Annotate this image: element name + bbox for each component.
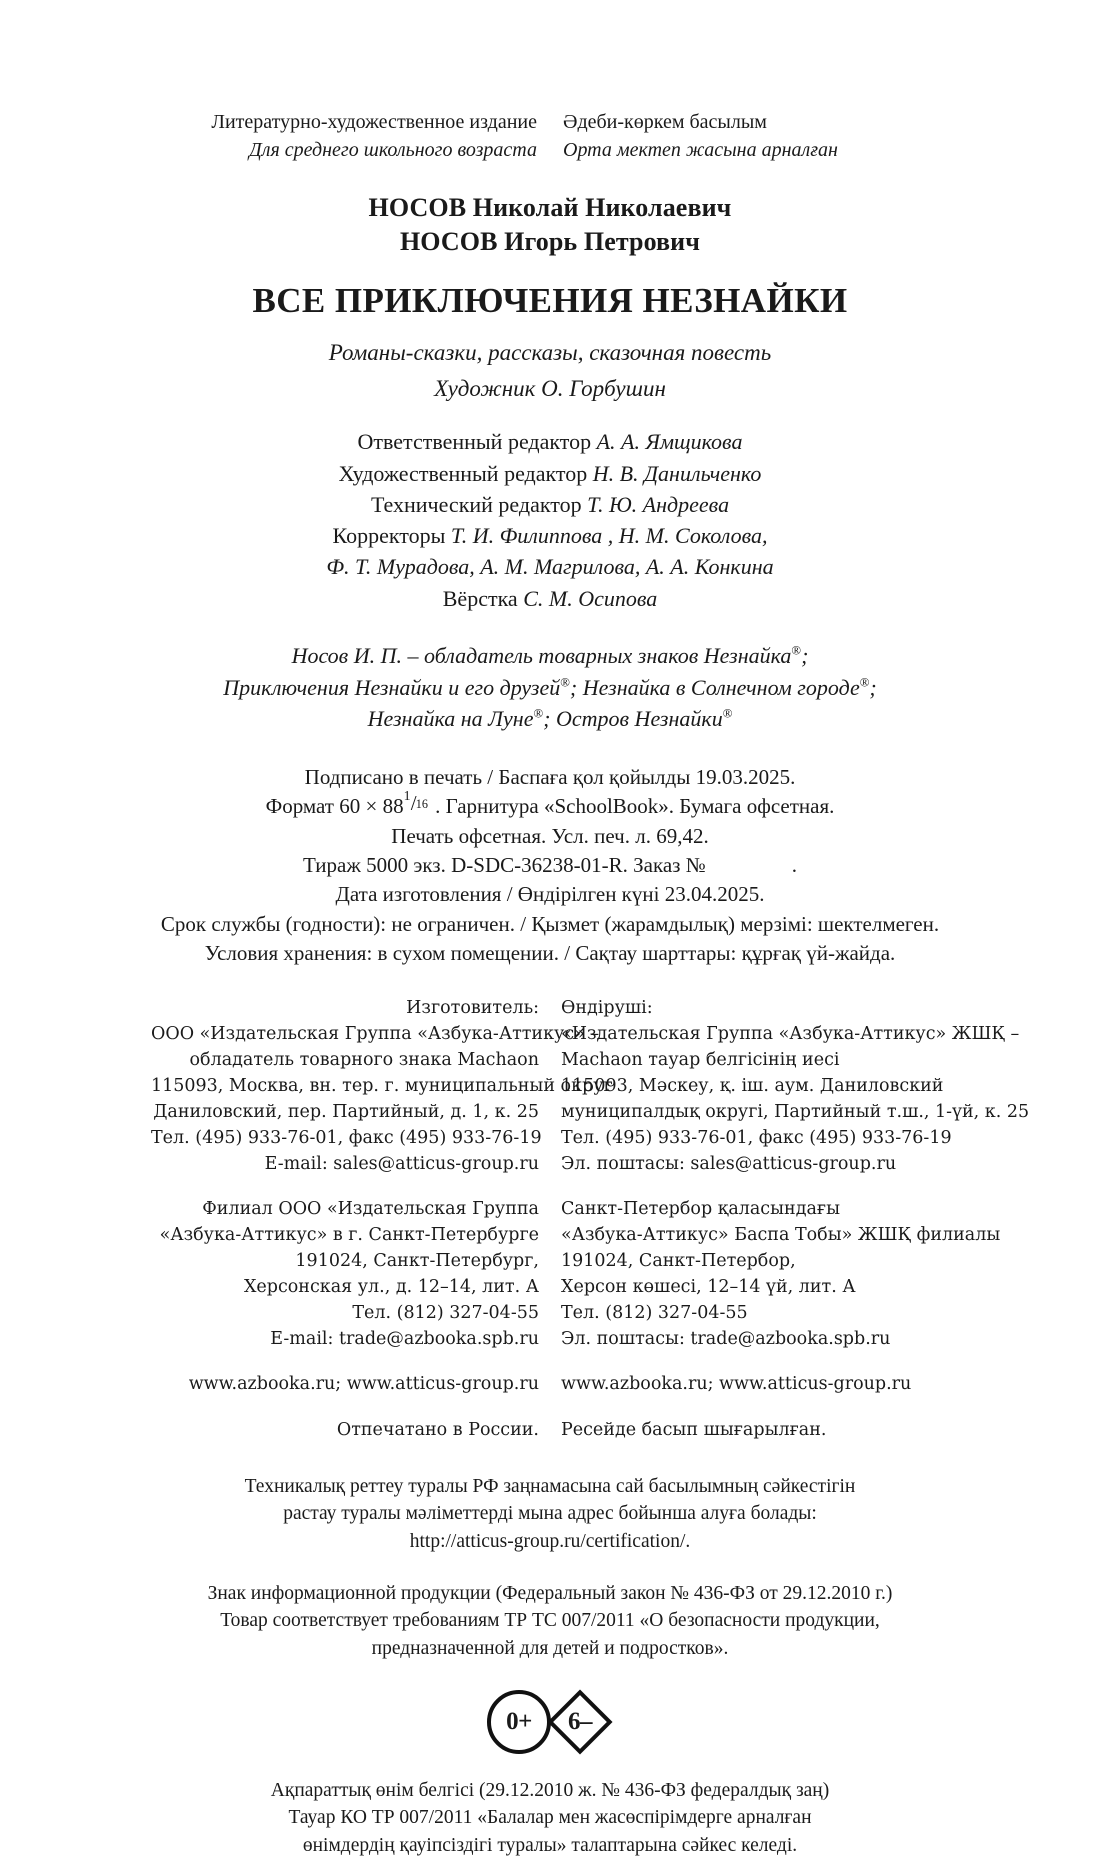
trademark-line-3 bbox=[150, 703, 950, 735]
signed-to-print-line: Подписано в печать / Баспаға қол қойылды 19.03.2025. bbox=[304, 764, 796, 789]
credit-art-editor-role: Художественный редактор bbox=[338, 460, 588, 486]
address-line: «Азбука-Аттикус» в г. Санкт-Петербурге bbox=[159, 1225, 539, 1246]
publisher-addresses bbox=[150, 995, 1030, 1443]
printed-in-line-kz: Ресейде басып шығарылған. bbox=[561, 1419, 827, 1440]
address-column-kz bbox=[561, 995, 1030, 1443]
staff-credits bbox=[150, 426, 950, 613]
address-email-line: E-mail: sales@atticus-group.ru bbox=[264, 1154, 539, 1175]
imprint-block bbox=[150, 763, 950, 969]
address-line: муниципалдық округі, Партийный т.ш., 1-үй, к. 25 bbox=[561, 1101, 1030, 1122]
trademark-line-1-tail: ; bbox=[801, 642, 809, 668]
print-run-text: Тираж 5000 экз. D-SDC-36238-01-R. Заказ № bbox=[303, 853, 706, 878]
format-fraction-denominator: 16 bbox=[415, 796, 428, 811]
address-email-line: Эл. поштасы: sales@atticus-group.ru bbox=[561, 1154, 897, 1175]
kz-information-product-notice bbox=[150, 1777, 950, 1860]
registered-mark-icon: ® bbox=[533, 706, 544, 721]
address-block-branch-kz bbox=[561, 1196, 1001, 1352]
address-line: Machaon тауар белгісінің иесі bbox=[561, 1049, 840, 1070]
edition-type-header bbox=[150, 108, 950, 165]
trademark-line-3-text: Незнайка на Луне bbox=[367, 706, 534, 732]
book-subtitle: Романы-сказки, рассказы, сказочная повесть bbox=[328, 340, 772, 366]
address-line: «Издательская Группа «Азбука-Аттикус» ЖШҚ – bbox=[561, 1023, 1020, 1044]
certification-line-1: Техникалық реттеу туралы РФ заңнамасына сай басылымның сәйкестігін bbox=[244, 1475, 856, 1497]
service-life-line: Срок службы (годности): не ограничен. / Қызмет (жарамдылық) мерзімі: шектелмеген. bbox=[160, 911, 940, 936]
credit-layout-name: С. М. Осипова bbox=[523, 585, 658, 611]
format-fraction bbox=[403, 787, 436, 815]
website-line-kz[interactable]: www.azbooka.ru; www.atticus-group.ru bbox=[561, 1374, 912, 1395]
printing-method-line: Печать офсетная. Усл. печ. л. 69,42. bbox=[391, 823, 709, 848]
credit-layout bbox=[150, 583, 950, 614]
author-2: НОСОВ Игорь Петрович bbox=[399, 227, 701, 257]
credit-tech-editor-role: Технический редактор bbox=[370, 491, 582, 517]
address-line: 191024, Санкт-Петербург, bbox=[295, 1251, 539, 1272]
credit-tech-editor-name: Т. Ю. Андреева bbox=[587, 491, 730, 517]
credit-proofreaders-names-2: Ф. Т. Мурадова, А. М. Магрилова, А. А. Конкина bbox=[326, 554, 774, 580]
age-mark-diamond-label: 6– bbox=[568, 1707, 592, 1735]
format-suffix: . Гарнитура «SchoolBook». Бумага офсетная. bbox=[435, 794, 835, 819]
address-line: Даниловский, пер. Партийный, д. 1, к. 25 bbox=[153, 1101, 539, 1122]
kz-notice-line-1: Ақпараттық өнім белгісі (29.12.2010 ж. № 436-ФЗ федералдық заң) bbox=[270, 1779, 830, 1801]
edition-type-kz-line1: Әдеби-көркем басылым bbox=[563, 111, 767, 133]
website-line-ru[interactable]: www.azbooka.ru; www.atticus-group.ru bbox=[188, 1374, 539, 1395]
information-product-line-2: Товар соответствует требованиям ТР ТС 007/2011 «О безопасности продукции, bbox=[220, 1610, 880, 1632]
credit-proofreaders-names-1: Т. И. Филиппова , Н. М. Соколова, bbox=[450, 523, 768, 549]
credit-proofreaders bbox=[150, 520, 950, 551]
credit-art-editor-name: Н. В. Данильченко bbox=[592, 460, 762, 486]
address-line: 115093, Москва, вн. тер. г. муниципальный округ bbox=[151, 1075, 613, 1096]
registered-mark-icon: ® bbox=[722, 706, 733, 721]
manufacture-date-line: Дата изготовления / Өндірілген күні 23.04.2025. bbox=[335, 882, 765, 907]
format-fraction-slash: / bbox=[410, 790, 417, 815]
authors-block bbox=[150, 191, 950, 260]
kz-notice-line-3: өнімдердің қауіпсіздігі туралы» талаптарына сәйкес келеді. bbox=[302, 1835, 798, 1857]
credit-managing-editor-name: А. А. Ямщикова bbox=[596, 429, 743, 455]
trademark-line-2 bbox=[150, 672, 950, 704]
printed-in-line-ru: Отпечатано в России. bbox=[336, 1419, 539, 1440]
kz-notice-line-2: Тауар КО ТР 007/2011 «Балалар мен жасөспірімдерге арналған bbox=[288, 1807, 812, 1829]
certification-notice bbox=[150, 1473, 950, 1556]
illustrator-credit: Художник О. Горбушин bbox=[434, 376, 666, 402]
address-line: ООО «Издательская Группа «Азбука-Аттикус» – bbox=[151, 1023, 600, 1044]
address-block-branch-ru bbox=[151, 1196, 539, 1352]
print-run-line bbox=[150, 851, 950, 880]
address-line: Санкт-Петербор қаласындағы bbox=[561, 1199, 840, 1220]
address-phone-line: Тел. (495) 933-76-01, факс (495) 933-76-19 bbox=[151, 1127, 542, 1148]
address-line: Херсон көшесі, 12–14 үй, лит. А bbox=[561, 1277, 856, 1298]
format-fraction-numerator: 1 bbox=[403, 787, 411, 803]
information-product-line-1: Знак информационной продукции (Федеральный закон № 436-ФЗ от 29.12.2010 г.) bbox=[207, 1582, 893, 1604]
address-line: Өндіруші: bbox=[561, 997, 653, 1018]
trademark-notice bbox=[150, 640, 950, 735]
certification-url[interactable]: http://atticus-group.ru/certification/. bbox=[409, 1530, 691, 1552]
edition-audience-ru: Для среднего школьного возраста bbox=[249, 139, 537, 162]
trademark-line-2-tail: ; bbox=[869, 674, 877, 700]
format-prefix: Формат 60 × 88 bbox=[265, 794, 404, 819]
age-rating-marks bbox=[150, 1689, 950, 1755]
format-line bbox=[150, 787, 950, 821]
address-phone-line: Тел. (812) 327-04-55 bbox=[561, 1303, 748, 1324]
registered-mark-icon: ® bbox=[560, 675, 570, 690]
address-line: обладатель товарного знака Machaon bbox=[189, 1049, 539, 1070]
registered-mark-icon: ® bbox=[791, 643, 802, 658]
edition-type-ru-line1: Литературно-художественное издание bbox=[211, 111, 537, 133]
trademark-line-2-text: Приключения Незнайки и его друзей bbox=[223, 674, 561, 700]
certification-line-2: растау туралы мәліметтерді мына адрес бойынша алуға болады: bbox=[283, 1503, 817, 1525]
address-email-line: Эл. поштасы: trade@azbooka.spb.ru bbox=[561, 1329, 891, 1350]
address-phone-line: Тел. (812) 327-04-55 bbox=[352, 1303, 539, 1324]
print-run-period: . bbox=[791, 853, 797, 878]
credit-tech-editor bbox=[150, 489, 950, 520]
address-phone-line: Тел. (495) 933-76-01, факс (495) 933-76-19 bbox=[561, 1127, 952, 1148]
credit-art-editor bbox=[150, 458, 950, 489]
address-block-manufacturer-kz bbox=[561, 995, 1030, 1177]
address-line: 191024, Санкт-Петербор, bbox=[561, 1251, 796, 1272]
edition-type-ru bbox=[197, 108, 537, 165]
trademark-line-3-mid: ; Остров Незнайки bbox=[543, 706, 723, 732]
credit-proofreaders-role: Корректоры bbox=[332, 523, 446, 549]
trademark-line-2-mid: ; Незнайка в Солнечном городе bbox=[569, 674, 860, 700]
author-1: НОСОВ Николай Николаевич bbox=[368, 192, 732, 222]
address-line: Филиал ООО «Издательская Группа bbox=[202, 1199, 539, 1220]
credit-managing-editor bbox=[150, 426, 950, 457]
registered-mark-icon: ® bbox=[859, 675, 870, 690]
age-mark-diamond-6-icon bbox=[547, 1689, 613, 1755]
edition-type-kz bbox=[563, 108, 903, 165]
address-line: «Азбука-Аттикус» Баспа Тобы» ЖШҚ филиалы bbox=[561, 1225, 1001, 1246]
age-mark-circle-0plus-icon: 0+ bbox=[487, 1690, 551, 1754]
credit-managing-editor-role: Ответственный редактор bbox=[357, 429, 592, 455]
address-line: 115093, Мәскеу, қ. іш. аум. Даниловский bbox=[561, 1075, 944, 1096]
address-email-line: E-mail: trade@azbooka.spb.ru bbox=[270, 1329, 539, 1350]
address-line: Херсонская ул., д. 12–14, лит. А bbox=[243, 1277, 539, 1298]
storage-conditions-line: Условия хранения: в сухом помещении. / Сақтау шарттары: құрғақ үй-жайда. bbox=[204, 941, 896, 966]
book-title: ВСЕ ПРИКЛЮЧЕНИЯ НЕЗНАЙКИ bbox=[252, 280, 848, 320]
trademark-line-1-text: Носов И. П. – обладатель товарных знаков Незнайка bbox=[291, 642, 792, 668]
trademark-line-1 bbox=[150, 640, 950, 672]
edition-audience-kz: Орта мектеп жасына арналған bbox=[563, 139, 838, 162]
information-product-line-3: предназначенной для детей и подростков». bbox=[371, 1638, 729, 1660]
information-product-notice bbox=[150, 1580, 950, 1663]
address-line: Изготовитель: bbox=[406, 997, 539, 1018]
credit-layout-role: Вёрстка bbox=[442, 585, 518, 611]
